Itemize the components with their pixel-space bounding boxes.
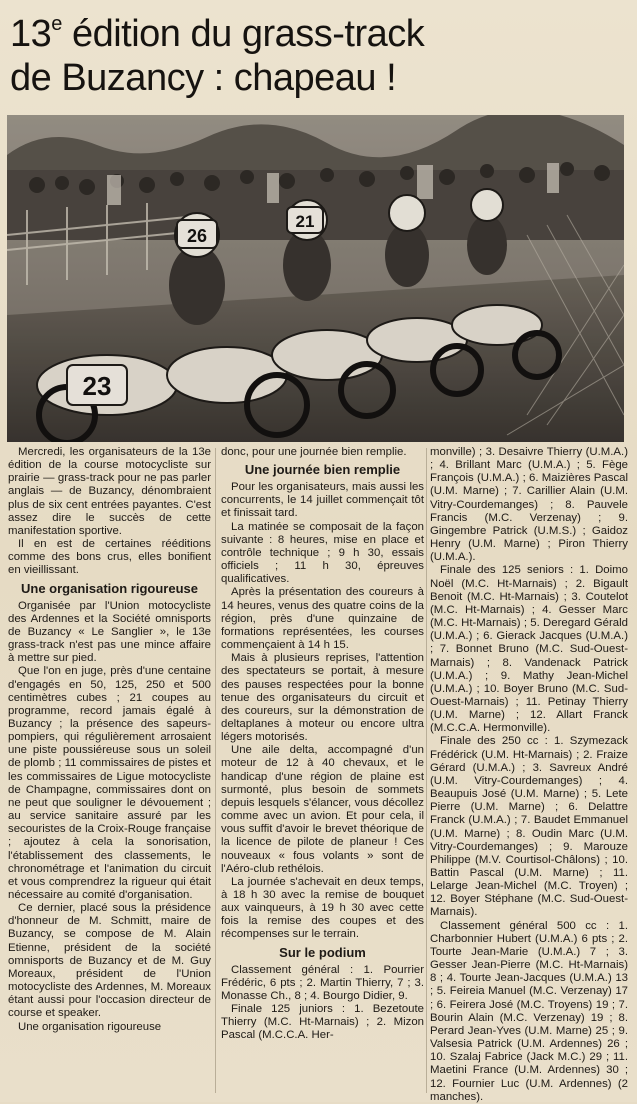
paragraph: Il en est de certaines rééditions comme des bons crus, elles bonifient en vieillissant. [8,538,211,577]
paragraph: Ce dernier, placé sous la présidence d'honneur de M. Schmitt, maire de Buzancy, se compose de M. Alain Etienne, président de la société omnisports de Buzancy et de M. Guy Moreaux, président de l'Union motocycliste des Ardennes, M. Moreaux étant aussi pour l'occasion directeur de course et speaker. [8,902,211,1020]
paragraph: Organisée par l'Union motocycliste des Ardennes et la Société omnisports de Buzancy « Le Sanglier », le 13e grass-track n'est pas une mince affaire à mettre sur pied. [8,599,211,665]
paragraph: Pour les organisateurs, mais aussi les concurrents, le 14 juillet commençait tôt et finissait tard. [221,481,424,520]
results-paragraph: Finale 125 juniors : 1. Bezetoute Thierry (M.C. Ht-Marnais) ; 2. Mizon Pascal (M.C.C.A. Her- [221,1003,424,1042]
subheading-organisation: Une organisation rigoureuse [21,580,198,596]
headline-number: 13 [10,13,52,55]
paragraph: Mais à plusieurs reprises, l'attention des spectateurs se portait, à mesure des pauses respectées pour la bonne tenue des organisateurs du circuit et des coureurs, sur la démonstration de deltaplanes à moteur ou encore ultra légers motorisés. [221,652,424,744]
paragraph: Que l'on en juge, près d'une centaine d'engagés en 50, 125, 250 et 500 centimètres cubes ; 21 coupes au programme, record jamais égalé à Buzancy ; la présence des sapeurs-pompiers, qui régulièrement arrosaient une piste poussiéreuse sous un soleil de plomb ; 11 commissaires de pistes et les commissaires de Ligue motocycliste de Champagne, commissaires dont on ne peut que souligner le dévouement ; au service sanitaire assuré par les secouristes de la Croix-Rouge française ; ajoutez à cela la sonorisation, l'établissement des classements, le chronométrage et l'animation du circuit et vous comprendrez la rigueur qui était nécessaire au comité d'organisation. [8,665,211,901]
results-paragraph: Finale des 250 cc : 1. Szymezack Frédérick (U.M. Ht-Marnais) ; 2. Fraize Gérard (U.M.A.) ; 3. Savreux André (U.M. Vitry-Courdemanges) ; 4. Beaupuis José (U.M. Marne) ; 5. Lete Pierre (U.M. Marne) ; 6. Delattre Franck (U.M.A.) ; 7. Baudet Emmanuel (U.M. Marne) ; 8. Oudin Marc (U.M. Vitry-Courdemanges) ; 9. Marouze Philippe (M.V. Courtisol-Châlons) ; 10. Battin Pascal (U.M. Marne) ; 11. Lelarge Jean-Michel (M.C. Troyen) ; 12. Boyer Stéphane (M.C. Sud-Ouest-Marnais). [430,735,628,919]
race-photo [7,115,624,442]
column-rule-1 [215,448,216,1093]
subheading-journee: Une journée bien remplie [244,462,401,478]
paragraph: La journée s'achevait en deux temps, à 18 h 30 avec la remise de bouquet aux vainqueurs, à 19 h 30 avec cette fois la remise des coupes et des récompenses sur le terrain. [221,875,424,941]
results-paragraph: Finale des 125 seniors : 1. Doimo Noël (M.C. Ht-Marnais) ; 2. Bigault Benoit (M.C. Ht-Marnais) ; 3. Coutelot (M.C. Ht-Marnais) ; 4. Gesser Marc (M.C. Ht-Marnais) ; 5. Deregard Gérald (U.M.A.) ; 6. Gierack Jacques (U.M.A.) ; 7. Bonnet Bruno (M.C. Sud-Ouest-Marnais) ; 8. Vandenack Patrick (U.M.A.) ; 9. Mathy Jean-Michel (U.M.A.) ; 10. Boyer Bruno (M.C. Sud-Ouest-Marnais) ; 11. Petinay Thierry (U.M. Marne) ; 12. Allart Franck (M.C.C.A. Hermonville). [430,564,628,735]
results-paragraph: Classement général : 1. Pourrier Frédéric, 6 pts ; 2. Martin Thierry, 7 ; 3. Monasse Ch., 8 ; 4. Bourgo Didier, 9. [221,963,424,1002]
bib-number-middle: 21 [295,212,315,231]
headline-superscript: e [51,13,62,35]
paragraph: Une aile delta, accompagné d'un moteur de 12 à 40 chevaux, et le handicap d'une région de plaine est surmonté, plus besoin de sommets depuis lesquels s'élancer, vous décollez comme avec un avion. Et pour cela, il vous suffit d'avoir le brevet théorique de la licence de pilote de planeur ! Ces nouveaux « fous volants » sont de l'Aéro-club rethélois. [221,744,424,875]
bib-number-front: 23 [82,371,112,401]
headline-line1: édition du grass-track [61,13,425,55]
motorcycle-start-grid-illustration [7,115,624,442]
column-rule-2 [426,448,427,1093]
intro-paragraph: Mercredi, les organisateurs de la 13e édition de la course motocycliste sur prairie — grass-track pour ne pas parler anglais — de Buzancy, dénombraient plus de six cent entrées payantes. C'est assez dire le succès de cette manifestation sportive. [8,446,211,537]
headline-line2: de Buzancy : chapeau ! [10,57,397,99]
paragraph: Une organisation rigoureuse [18,1020,162,1033]
article-column-1 [8,446,211,1034]
subheading-podium: Sur le podium [279,944,366,960]
bib-number-left: 26 [186,226,208,246]
results-paragraph: Classement général 500 cc : 1. Charbonnier Hubert (U.M.A.) 6 pts ; 2. Tourte Jean-Marie (U.M.A.) 7 ; 3. Gesser Jean-Pierre (M.C. Ht-Marnais) 8 ; 4. Tourte Jean-Jacques (U.M.A.) 13 ; 5. Feireia Manuel (M.C. Verzenay) 17 ; 6. Feirera José (M.C. Troyens) 19 ; 7. Bourin Alain (M.C. Verzenay) 19 ; 8. Perard Jean-Yves (U.M. Marne) 25 ; 9. Valsesia Patrick (U.M. Ardennes) 26 ; 10. Szalaj Fabrice (Jack M.C.) 29 ; 11. Maetini France (U.M. Ardennes) 30 ; 12. Fournier Luc (U.M. Ardennes) (2 manches). [430,919,628,1103]
article-column-3 [430,446,628,1104]
results-paragraph: monville) ; 3. Desaivre Thierry (U.M.A.) ; 4. Brillant Marc (U.M.A.) ; 5. Fège François (U.M.A.) ; 6. Maizières Pascal (U.M. Marne) ; 7. Carillier Alain (U.M. Vitry-Courdemanges) ; 8. Pauvele Francis (M.C. Verzenay) ; 9. Gingembre Patrick (U.M.S.) ; Gaidoz Henry (U.M. Marne) ; Piron Thierry (U.M.A.). [430,446,628,564]
article-column-2 [221,446,424,1043]
headline [10,12,625,100]
paragraph: donc, pour une journée bien remplie. [221,446,407,458]
paragraph: Après la présentation des coureurs à 14 heures, venus des quatre coins de la région, près d'une quinzaine de formations représentées, les courses commençaient à 14 h 15. [221,586,424,652]
paragraph: La matinée se composait de la façon suivante : 8 heures, mise en place et contrôle technique ; 9 h 30, essais officiels ; 11 h 30, épreuves qualificatives. [221,520,424,586]
